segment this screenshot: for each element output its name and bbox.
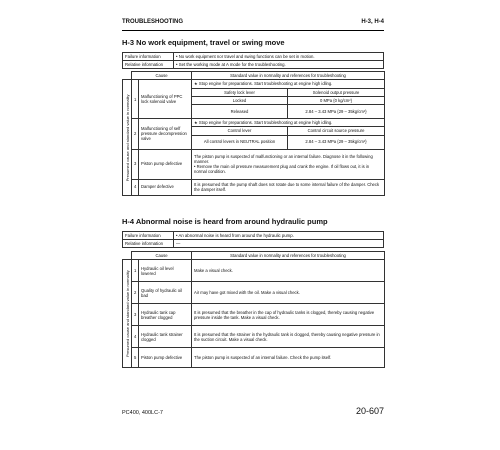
h3-failure-label: Failure information: [123, 53, 174, 61]
h4-cause-table: [122, 251, 385, 368]
h3-c1-r1b: 0 MPa {0 kg/cm²}: [288, 96, 385, 104]
h3-relative-label: Relative information: [123, 61, 174, 69]
h3-c3-text2: • Remove the main oil pressure measurement plug and crank the engine. If oil flows out, it is in normal condition.: [194, 164, 370, 175]
h3-col-standard: Standard value in normality and references for troubleshooting: [192, 72, 385, 80]
h3-c1-h2: Solenoid output pressure: [288, 88, 385, 96]
header-page-codes: H-3, H-4: [361, 19, 384, 25]
h3-c2-num: 2: [132, 119, 139, 150]
table-row: [123, 304, 385, 326]
h4-row-text: It is presumed that the strainer in the hydraulic tank is clogged, thereby causing negative pressure in the suction circuit. Make a visual check.: [192, 326, 385, 348]
h4-row-cause: Quality of hydraulic oil bad: [139, 282, 192, 304]
table-row: [123, 326, 385, 348]
h3-col-cause: Cause: [132, 72, 192, 80]
h3-c1-cause: Malfunctioning of PPC lock solenoid valve: [139, 80, 192, 119]
h3-info-table: [122, 52, 384, 69]
h4-relative-label: Relative information: [123, 240, 174, 248]
h4-relative-row: [123, 240, 384, 248]
h3-c2-h1: Control lever: [192, 127, 288, 135]
h3-c1-prep: ★ Stop engine for preparations. Start troubleshooting at engine high idling.: [192, 80, 385, 88]
page-footer: [122, 405, 384, 419]
h3-failure-value: • No work equipment nor travel and swing functions can be set in motion.: [174, 53, 384, 61]
h4-row-num: 5: [132, 348, 139, 368]
h4-col-cause: Cause: [132, 252, 192, 260]
header-section-title: TROUBLESHOOTING: [122, 19, 183, 25]
table-row: [123, 260, 385, 282]
h4-failure-row: [123, 232, 384, 240]
h3-c1-num: 1: [132, 80, 139, 119]
h3-c4-row: [123, 179, 385, 195]
h3-failure-row: [123, 53, 384, 61]
h3-side-label: Presumed cause and standard value in normality: [123, 80, 132, 195]
h3-relative-value: • Set the working mode at A mode for the troubleshooting.: [174, 61, 384, 69]
h4-row-text: The piston pump is suspected of an internal failure. Check the pump itself.: [192, 348, 385, 368]
table-row: [123, 282, 385, 304]
h3-header-row: [123, 72, 385, 80]
h4-row-cause: Hydraulic oil level lowered: [139, 260, 192, 282]
h3-c2-r1a: All control levers in NEUTRAL position: [192, 135, 288, 149]
h4-header-row: [123, 252, 385, 260]
h3-c3-row: [123, 149, 385, 179]
h4-row-text: Make a visual check.: [192, 260, 385, 282]
h3-c3-num: 3: [132, 149, 139, 179]
h3-c2-prep-row: [123, 119, 385, 127]
h4-failure-label: Failure information: [123, 232, 174, 240]
h3-c3-text1: The piston pump is suspected of malfunctioning or an internal failure. Diagnose it in the following manner.: [194, 153, 373, 164]
h3-cause-table: [122, 71, 385, 196]
footer-model: PC400, 400LC-7: [122, 410, 163, 416]
h3-c2-h2: Control circuit source pressure: [288, 127, 385, 135]
h4-row-text: Air may have got mixed with the oil. Make a visual check.: [192, 282, 385, 304]
h3-c1-prep-row: [123, 80, 385, 88]
h4-col-standard: Standard value in normality and references for troubleshooting: [192, 252, 385, 260]
h4-row-num: 3: [132, 304, 139, 326]
footer-page-number: 20-607: [355, 406, 384, 416]
h3-c4-text: It is presumed that the pump shaft does not rotate due to some internal failure of the damper. Check the damper itself.: [192, 179, 385, 195]
h4-row-num: 2: [132, 282, 139, 304]
h4-title: H-4 Abnormal noise is heard from around hydraulic pump: [122, 217, 328, 226]
h3-c3-standard: [192, 149, 385, 179]
h3-c2-prep: ★ Stop engine for preparations. Start troubleshooting at engine high idling.: [192, 119, 385, 127]
h4-row-num: 1: [132, 260, 139, 282]
h3-relative-row: [123, 61, 384, 69]
h3-c1-r1a: Locked: [192, 96, 288, 104]
h4-failure-value: • An abnormal noise is heard from around the hydraulic pump.: [174, 232, 384, 240]
h3-c1-r2a: Released: [192, 105, 288, 119]
h3-title: H-3 No work equipment, travel or swing move: [122, 38, 285, 47]
h4-row-cause: Piston pump defective: [139, 348, 192, 368]
h3-c4-cause: Damper defective: [139, 179, 192, 195]
h4-info-table: [122, 231, 384, 248]
h3-c2-cause: Malfunctioning of self pressure decompression valve: [139, 119, 192, 150]
page-header: [122, 19, 384, 31]
h4-row-cause: Hydraulic tank cap breather clogged: [139, 304, 192, 326]
h3-c1-r2b: 2.84 – 3.43 MPa {29 – 35kg/cm²}: [288, 105, 385, 119]
h4-relative-value: —: [174, 240, 384, 248]
h4-row-cause: Hydraulic tank strainer clogged: [139, 326, 192, 348]
h3-c2-r1b: 2.84 – 3.43 MPa {29 – 35kg/cm²}: [288, 135, 385, 149]
table-row: [123, 348, 385, 368]
h4-side-label: Presumed cause and standard value in normality: [123, 260, 132, 368]
h3-c1-h1: Safety lock lever: [192, 88, 288, 96]
h3-c3-cause: Piston pump defective: [139, 149, 192, 179]
h4-row-num: 4: [132, 326, 139, 348]
h4-row-text: It is presumed that the breather in the cap of hydraulic tanks is clogged, thereby causing negative pressure inside the tank. Make a visual check.: [192, 304, 385, 326]
h3-c4-num: 4: [132, 179, 139, 195]
